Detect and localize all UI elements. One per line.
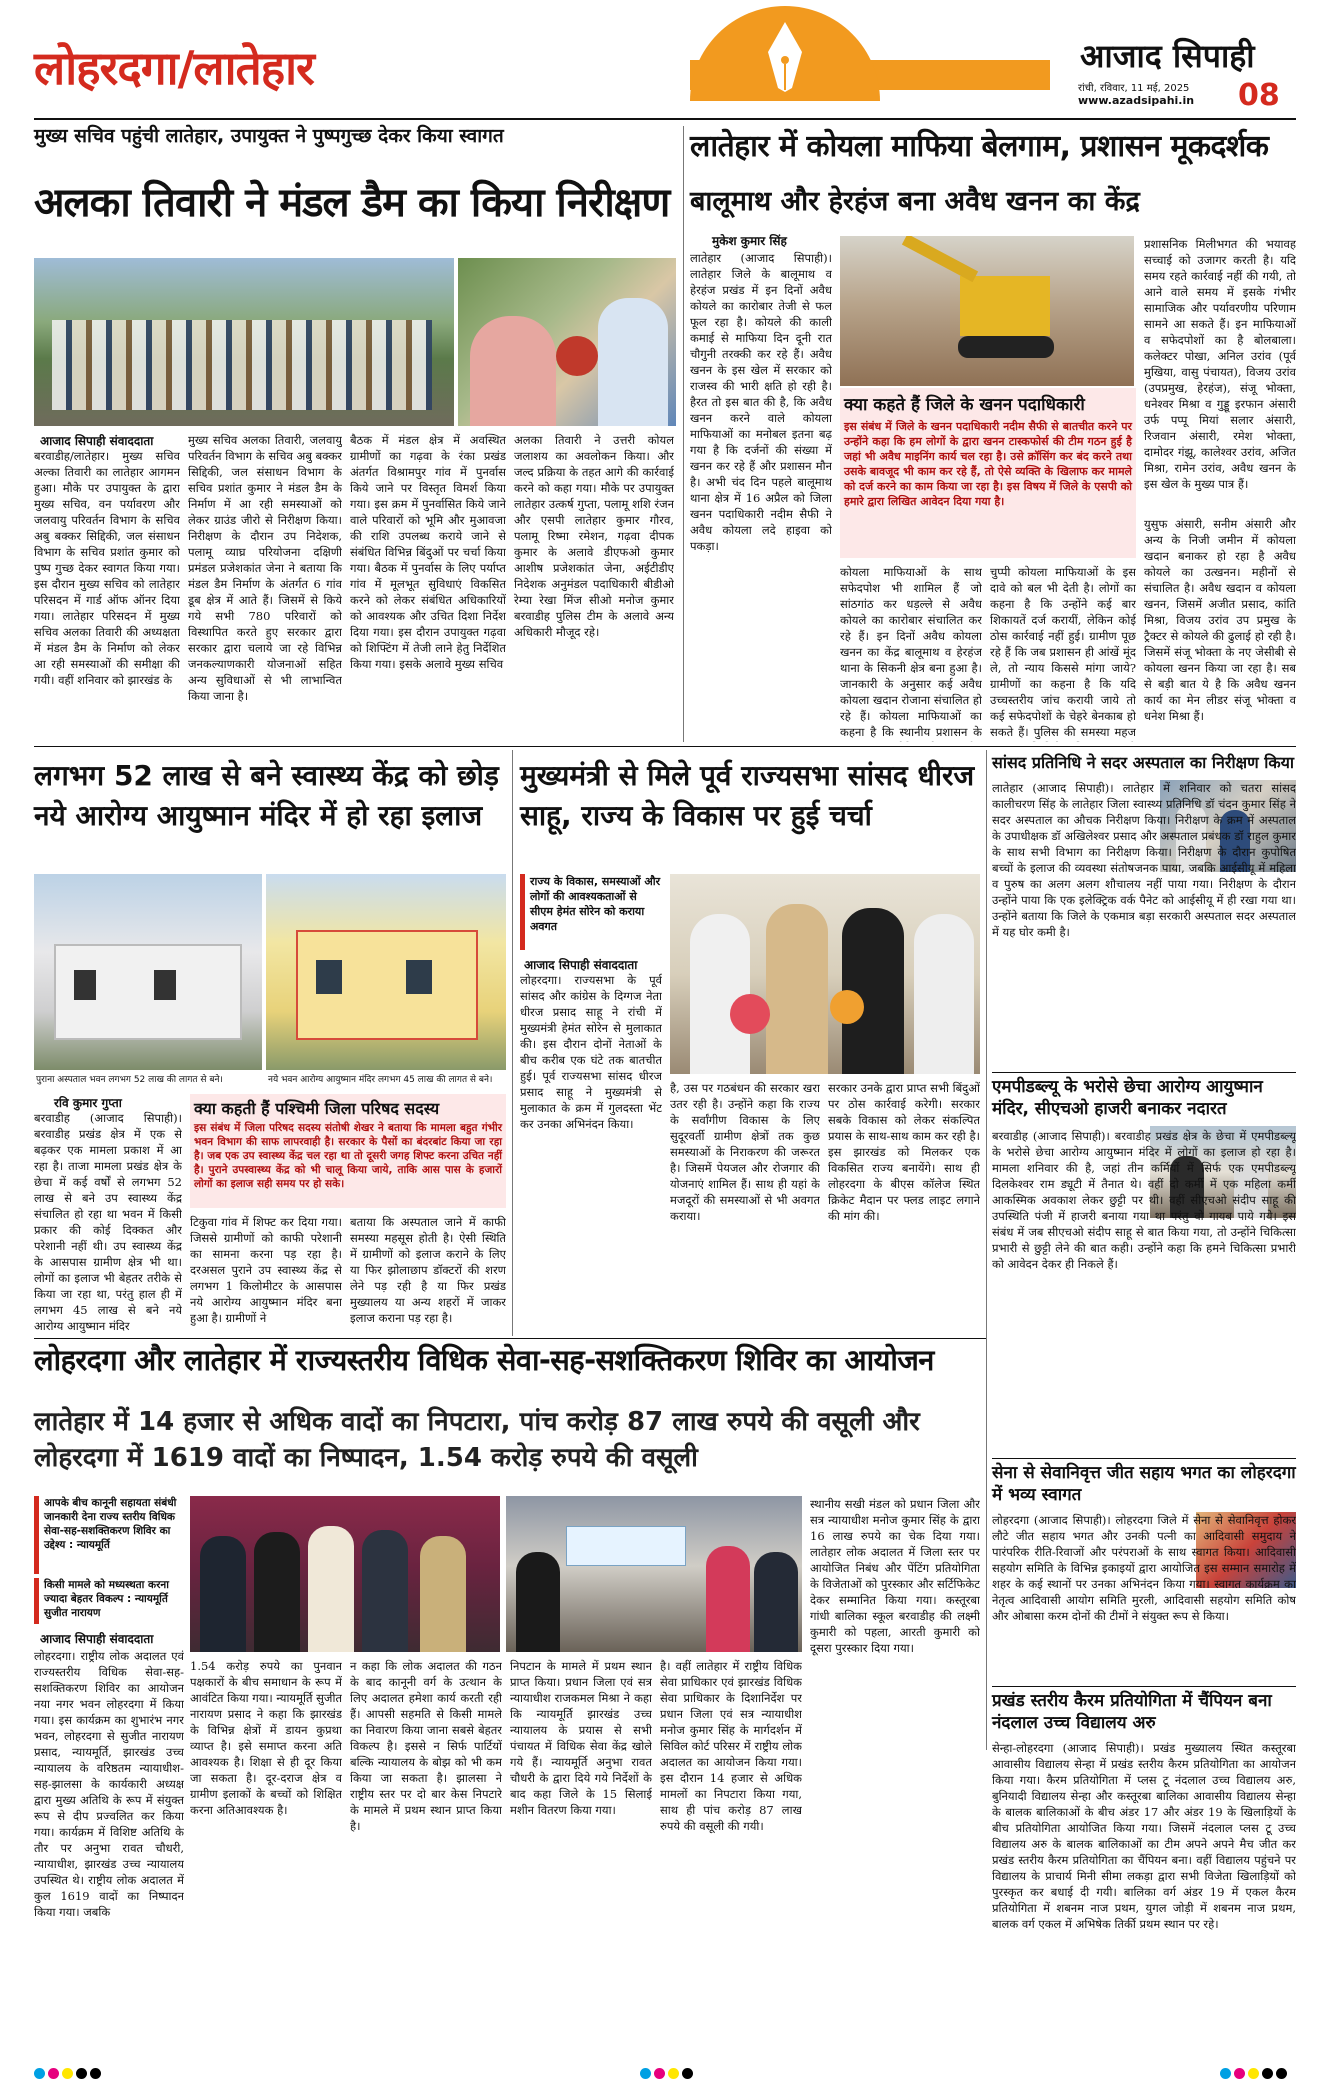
story3-box-title: क्या कहती हैं पश्चिमी जिला परिषद सदस्य	[194, 1099, 440, 1118]
dot	[1248, 2068, 1259, 2079]
story1-kicker: मुख्य सचिव पहुंची लातेहार, उपायुक्त ने पुष्पगुच्छ देकर किया स्वागत	[34, 125, 504, 147]
section-title: लोहरदगा/लातेहार	[34, 41, 314, 95]
dot	[682, 2068, 693, 2079]
dot	[34, 2068, 45, 2079]
story9-col2: 1.54 करोड़ रुपये का पुनवान पक्षकारों के बीच समाधान के रूप में आवंटित किया गया। न्यायमूर्ति सुजीत नारायण प्रसाद ने कहा कि झारखंड के विभिन्न क्षेत्रों में डायन कुप्रथा व्याप्त है। इसे समाप्त करना अति आवश्यक है। शिक्षा से ही दूर किया जा सकता है। दूर-दराज क्षेत्र व ग्रामीण इलाकों के बच्चों को शिक्षित करना अतिआवश्यक है।	[190, 1659, 342, 1817]
story9-col4: निपटान के मामले में प्रथम स्थान प्राप्त किया। प्रधान जिला एवं सत्र न्यायाधीश राजकमल मिश्रा ने कहा कि न्यायमूर्ति झारखंड उच्च न्यायालय के प्रयास से सभी पंचायत में विधिक सेवा केंद्र खोले गये हैं। न्यायमूर्ति अनुभा रावत चौधरी के द्वारा दिये गये निर्देशों के बाद कहा जिले के 15 सिलाई मशीन वितरण किया गया।	[510, 1659, 652, 1817]
dot	[1276, 2068, 1287, 2079]
story2-col1: लातेहार (आजाद सिपाही)। लातेहार जिले के बालूमाथ व हेरहंज प्रखंड में इन दिनों अवैध कोयले का कारोबार तेजी से फल फूल रहा है। कोयले की काली कमाई से माफिया दिन दूनी रात चौगुनी तरक्की कर रहे हैं। अवैध खनन के इस खेल में सरकार को राजस्व की भारी क्षति हो रही है। हैरत तो इस बात की है, कि अवैध खनन करने वाले कोयला माफियाओं का मनोबल इतना बढ़ गया है कि दर्जनों की संख्या में खनन कर रहे हैं और प्रशासन मौन है। अभी चंद दिन पहले बालूमाथ थाना क्षेत्र में 16 अप्रैल को जिला खनन पदाधिकारी नदीम सैफी ने अवैध कोयला लदे हाइवा को पकड़ा।	[690, 251, 832, 553]
story6-headline: एमपीडब्ल्यू के भरोसे छेचा आरोग्य आयुष्मान मंदिर, सीएचओ हाजरी बनाकर नदारत	[992, 1077, 1263, 1119]
dot	[48, 2068, 59, 2079]
story8-headline: प्रखंड स्तरीय कैरम प्रतियोगिता में चैंपियन बना नंदलाल उच्च विद्यालय अरु	[992, 1691, 1272, 1733]
story1-headline: अलका तिवारी ने मंडल डैम का किया निरीक्षण	[34, 180, 670, 226]
dot	[640, 2068, 651, 2079]
page-number: 08	[1238, 78, 1280, 113]
story7-headline: सेना से सेवानिवृत्त जीत सहाय भगत का लोहरदगा में भव्य स्वागत	[992, 1463, 1296, 1505]
pen-nib-icon	[740, 18, 830, 96]
story9-pullquote1: आपके बीच कानूनी सहायता संबंधी जानकारी देना राज्य स्तरीय विधिक सेवा-सह-सशक्तिकरण शिविर का उद्देश्य : न्यायमूर्ति	[34, 1496, 184, 1574]
story2-col3: चुप्पी कोयला माफियाओं के इस दावे को बल भी देती है। लोगों का कहना है कि उन्होंने कई बार शिकायतें दर्ज करायीं, लेकिन कोई ठोस कार्रवाई नहीं हुई। ग्रामीण पूछ रहे हैं कि जब प्रशासन ही आंखें मूंद ले, तो न्याय किससे मांगा जाये? ग्रामीणों का कहना है कि यदि उच्चस्तरीय जांच करायी जाये तो कई सफेदपोशों के चेहरे बेनकाब हो सकते हैं। पुलिस की समस्या महज	[990, 565, 1136, 739]
date-line: रांची, रविवार, 11 मई, 2025	[1078, 83, 1190, 94]
story5-text: लातेहार (आजाद सिपाही)। लातेहार में शनिवार को चतरा सांसद कालीचरण सिंह के लातेहार जिला स्वास्थ्य प्रतिनिधि डॉ चंदन कुमार सिंह ने सदर अस्पताल का औचक निरीक्षण किया। निरीक्षण के क्रम में अस्पताल के उपाधीक्षक डॉ अखिलेश्वर प्रसाद और अस्पताल प्रबंधक डॉ राहुल कुमार के साथ सभी विभाग का निरीक्षण किया। निरीक्षण के दौरान कुपोषित बच्चों के इलाज की व्यवस्था संतोषजनक पाया, जबकि आईसीयू में महिला व पुरुष का अलग अलग शौचालय नहीं पाया गया। निरीक्षण के दौरान उन्होंने पाया कि एक इलेक्ट्रिक वर्क पैनेट को आईसीयू में ही रखा गया था। उन्होंने बताया कि जिले के एकमात्र बड़ा सरकारी अस्पताल सदर अस्पताल में यह घोर कमी है।	[992, 781, 1296, 939]
story9-col1: लोहरदगा। राष्ट्रीय लोक अदालत एवं राज्यस्तरीय विधिक सेवा-सह-सशक्तिकरण शिविर का आयोजन नया नगर भवन लोहरदगा में किया गया। इस कार्यक्रम का शुभारंभ नगर भवन, लोहरदगा से सुजीत नारायण प्रसाद, न्यायमूर्ति, झारखंड उच्च न्यायालय के वरिष्ठतम न्यायाधीश-सह-झालसा के कार्यकारी अध्यक्ष द्वारा मुख्य अतिथि के रूप में संयुक्त रूप से दीप प्रज्वलित कर किया गया। कार्यक्रम में विशिष्ट अतिथि के तौर पर अनुभा रावत चौधरी, न्यायाधीश, झारखंड उच्च न्यायालय उपस्थित थे। राष्ट्रीय लोक अदालत में कुल 1619 वादों का निष्पादन किया गया। जबकि	[34, 1649, 184, 1919]
story4-headline: मुख्यमंत्री से मिले पूर्व राज्यसभा सांसद धीरज साहू, राज्य के विकास पर हुई चर्चा	[520, 759, 975, 832]
dot	[76, 2068, 87, 2079]
story9-byline: आजाद सिपाही संवाददाता	[40, 1632, 154, 1646]
story2-subhead: बालूमाथ और हेरहंज बना अवैध खनन का केंद्र	[690, 186, 1140, 217]
story3-zp-box	[190, 1094, 506, 1208]
story2-box-title: क्या कहते हैं जिले के खनन पदाधिकारी	[844, 395, 1085, 415]
dot	[668, 2068, 679, 2079]
dot	[654, 2068, 665, 2079]
story3-byline: रवि कुमार गुप्ता	[54, 1096, 122, 1110]
registration-dots-mid	[640, 2064, 696, 2083]
story4-col3: सरकार उनके द्वारा प्राप्त सभी बिंदुओं पर ठोस कार्रवाई करेगी। सरकार सबके विकास को लेकर संकल्पित प्रयास के साथ-साथ काम कर रही है। इस झारखंड को मिलकर एक विकसित राज्य बनायेंगे। साथ ही लोहरदगा के बीएस कॉलेज स्थित क्रिकेट मैदान पर फ्लड लाइट लगाने की मांग की।	[828, 1081, 980, 1223]
story2-col2: कोयला माफियाओं के साथ सफेदपोश भी शामिल हैं जो सांठगांठ कर धड़ल्ले से अवैध कोयले का कारोबार संचालित कर रहे हैं। इन दिनों अवैध कोयला खनन का केंद्र बालूमाथ व हेरहंज थाना के सिकनी क्षेत्र बना हुआ है। जानकारी के अनुसार कई अवैध कोयला खदान रोजाना संचालित हो रहे हैं। कोयला माफियाओं का कहना है कि स्थानीय प्रशासन के	[840, 565, 982, 739]
registration-dots-right	[1220, 2064, 1290, 2083]
registration-dots-left	[34, 2064, 104, 2083]
story3-photo-new-building	[266, 874, 506, 1070]
story3-caption-old: पुराना अस्पताल भवन लगभग 52 लाख की लागत से बने।	[36, 1075, 223, 1085]
story4-pullquote	[520, 874, 662, 950]
dot	[1262, 2068, 1273, 2079]
masthead	[0, 0, 1325, 118]
story2-box-text: इस संबंध में जिले के खनन पदाधिकारी नदीम सैफी से बातचीत करने पर उन्होंने कहा कि हम लोगों के द्वारा खनन टास्कफोर्स की टीम गठन हुई है जहां भी अवैध माइनिंग कार्य चल रहा है। उसे क्रॉसिंग कर बंद करने तथा उसके बावजूद भी काम कर रहे हैं, तो ऐसे व्यक्ति के खिलाफ कर मामले को दर्ज करने का काम किया जा रहा है। इस विषय में जिले के एसपी को हमारे द्वारा लिखित आवेदन दिया गया है।	[844, 420, 1132, 508]
story1-photo-group	[34, 258, 454, 426]
story9-col5: है। वहीं लातेहार में राष्ट्रीय विधिक सेवा प्राधिकार एवं झारखंड विधिक सेवा प्राधिकार के दिशानिर्देश पर प्रधान जिला एवं सत्र न्यायाधीश मनोज कुमार सिंह के मार्गदर्शन में सिविल कोर्ट परिसर में राष्ट्रीय लोक अदालत का आयोजन किया गया। इस दौरान 14 हजार से अधिक मामलों का निपटारा किया गया, साथ ही पांच करोड़ 87 लाख रुपये की वसूली की गयी।	[660, 1659, 802, 1833]
dot	[1234, 2068, 1245, 2079]
story2-col4b: युसुफ अंसारी, सनीम अंसारी और अन्य के निजी जमीन में कोयला खदान बनाकर हो रहा है अवैध कोयले का उत्खनन। महीनों से संचालित है। अवैध खदान व कोयला खनन, जिसमें अजीत प्रसाद, कांति मिश्रा, विजय उरांव उप प्रमुख के ट्रैक्टर से कोयले की ढुलाई हो रही है। जिसमें संजू भोक्ता के नए जेसीबी से कोयला खनन किया जा रहा है। सब से बड़ी बात ये है कि अवैध खनन कार्य का मेन लीडर संजू भोक्ता व धनेश मिश्रा हैं।	[1144, 517, 1296, 723]
story1-col2: मुख्य सचिव अलका तिवारी, जलवायु परिवर्तन विभाग के सचिव अबु बक्कर सिद्दिकी, जल संसाधन विभाग के सचिव प्रशांत कुमार ने मंडल डैम के निर्माण में आ रही समस्याओं को लेकर ग्राउंड जीरो से निरीक्षण किया। निरीक्षण के दौरान उप निदेशक, पलामू व्याघ्र परियोजना दक्षिणी प्रमंडल प्रजेशकांत जेना ने बताया कि मंडल डैम निर्माण के अंतर्गत 6 गांव डूब क्षेत्र में आते हैं। जिसमें से किये गये सभी 780 परिवारों को विस्थापित करते हुए सरकार द्वारा सरकार द्वारा चलाये जा रहे विभिन्न जनकल्याणकारी योजनाओं सहित अन्य सुविधाओं से भी लाभान्वित किया जाना है।	[188, 433, 342, 703]
story8-text: सेन्हा-लोहरदगा (आजाद सिपाही)। प्रखंड मुख्यालय स्थित कस्तूरबा आवासीय विद्यालय सेन्हा में प्रखंड स्तरीय कैरम प्रतियोगिता का आयोजन किया गया। कैरम प्रतियोगिता में प्लस टू नंदलाल उच्च विद्यालय अरु, बुनियादी विद्यालय सेन्हा और कस्तूरबा बालिका आवासीय विद्यालय सेन्हा के बालक बालिकाओं के बीच अंडर 17 और अंडर 19 के खिलाड़ियों के बीच प्रतियोगिता आयोजित किया गया। जिसमें नंदलाल प्लस टू उच्च विद्यालय अरु के बालक बालिकाओं का टीम अपने अपने मैच जीत कर प्रखंड स्तरीय कैरम प्रतियोगिता का चैंपियन बना। वहीं विद्यालय पहुंचने पर विद्यालय के प्राचार्य मिनी सीमा लकड़ा द्वारा सभी विजेता खिलाड़ियों को पुरस्कृत कर बधाई दी गयी। बालिका वर्ग अंडर 19 में एकल कैरम प्रतियोगिता में शबनम नाज प्रथम, युगल जोड़ी में शबनम नाज प्रथम, बालक वर्ग एकल में अभिषेक तिर्की प्रथम स्थान पर रहे।	[992, 1741, 1296, 1931]
header-rule	[34, 118, 1296, 120]
story2-mining-box	[840, 388, 1136, 558]
story1-photo-bouquet	[458, 258, 676, 426]
story9-pullquote2: किसी मामले को मध्यस्थता करना ज्यादा बेहतर विकल्प : न्यायमूर्ति सुजीत नारायण	[34, 1578, 184, 1624]
story4-byline: आजाद सिपाही संवाददाता	[524, 958, 638, 972]
story1-col3: बैठक में मंडल क्षेत्र में अवस्थित ग्रामीणों का गढ़वा के रंका प्रखंड अंतर्गत विश्रामपुर गांव में पुनर्वास किये जाने पर विस्तृत विमर्श किया गया। इस क्रम में पुनर्वासित किये जाने वाले परिवारों को भूमि और मुआवजा की राशि उपलब्ध कराये जाने से संबंधित विभिन्न बिंदुओं पर चर्चा किया गया। बैठक में पुनर्वास के लिए पर्याप्त गांव में मूलभूत सुविधाएं विकसित करने को लेकर संबंधित अधिकारियों को आवश्यक और उचित दिशा निर्देश दिया गया। इस दौरान उपायुक्त गढ़वा को शिफ्टिंग में तेजी लाने हेतु निर्देशित किया गया। इसके अलावे मुख्य सचिव	[350, 433, 506, 671]
story9-photo1	[190, 1496, 500, 1652]
story1-byline: आजाद सिपाही संवाददाता	[40, 434, 154, 448]
story2-photo-excavator	[840, 236, 1134, 386]
story2-headline: लातेहार में कोयला माफिया बेलगाम, प्रशासन मूकदर्शक	[690, 129, 1269, 164]
story3-caption-new: नये भवन आरोग्य आयुष्मान मंदिर लगभग 45 लाख की लागत से बने।	[268, 1075, 493, 1085]
story3-box-text: इस संबंध में जिला परिषद सदस्य संतोषी शेखर ने बताया कि मामला बहुत गंभीर भवन विभाग की साफ लापरवाही है। सरकार के पैसों का बंदरबांट किया जा रहा है। जब एक उप स्वास्थ्य केंद्र चल रहा था तो दूसरी जगह शिफ्ट करना उचित नहीं है। पुराने उपस्वास्थ्य केंद्र को भी चालू किया जाये, ताकि आस पास के हजारों लोगों का इलाज सही समय पर हो सके।	[194, 1122, 502, 1190]
paper-name: आजाद सिपाही	[1080, 37, 1255, 75]
dot	[1220, 2068, 1231, 2079]
story6-text: बरवाडीह (आजाद सिपाही)। बरवाडीह प्रखंड क्षेत्र के छेचा में एमपीडब्ल्यू के भरोसे छेचा आरोग्य आयुष्मान मंदिर में लोगों का इलाज हो रहा है। मामला शनिवार की है, जहां तीन कर्मियों में सिर्फ एक एमपीडब्ल्यू दिलकेश्वर राम ड्यूटी में तैनात थे। वहीं दो कर्मी में एक महिला कर्मी आकस्मिक अवकाश लेकर छुट्टी पर थी। वहीं सीएचओ संदीप साहू की उपस्थिति पंजी में हाजरी बनाया गया था परंतु वो गायब पाये गये। इस संबंध में जब सीएचओ संदीप साहू से बात किया गया, तो उन्होंने चिकित्सा प्रभारी से छुट्टी लेने की बात कही। उन्होंने कहा कि हमने चिकित्सा प्रभारी को आवेदन देकर ही निकले हैं।	[992, 1129, 1296, 1271]
story3-col1: बरवाडीह (आजाद सिपाही)। बरवाडीह प्रखंड क्षेत्र में एक से बढ़कर एक मामला प्रकाश में आ रहा है। ताजा मामला प्रखंड क्षेत्र के छेचा में कई वर्षों से लगभग 52 लाख से बने उप स्वास्थ्य केंद्र संचालित हो रहा था भवन में किसी प्रकार की कोई दिक्कत और परेशानी नहीं थी। उप स्वास्थ्य केंद्र के आसपास ग्रामीण क्षेत्र भी था। लोगों का इलाज भी बेहतर तरीके से किया जा रहा था, परंतु हाल ही में लगभग 45 लाख से बने नये आरोग्य आयुष्मान मंदिर	[34, 1111, 182, 1333]
story5-headline: सांसद प्रतिनिधि ने सदर अस्पताल का निरीक्षण किया	[992, 753, 1295, 772]
story2-byline: मुकेश कुमार सिंह	[712, 234, 787, 248]
story2-col4: प्रशासनिक मिलीभगत की भयावह सच्चाई को उजागर करती है। यदि समय रहते कार्रवाई नहीं की गयी, तो आने वाले समय में इसके गंभीर सामाजिक और पर्यावरणीय परिणाम सामने आ सकते हैं। इन माफियाओं व सफेदपोशों का है बोलबाला। कलेक्टर पोखा, अनिल उरांव (पूर्व मुखिया, वासु पंचायत), विजय उरांव (उपप्रमुख, हेरहंज), संजू भोक्ता, धनेश्वर मिश्रा व गुड्डू इरफान अंसारी उर्फ पप्पू मियां सलार अंसारी, रिजवान अंसारी, रमेश भोक्ता, दामोदर गंझू, कालेश्वर उरांव, अजित मिश्रा, रामेन उरांव, अवैध खनन के इस खेल के मुख्य पात्र हैं।	[1144, 237, 1296, 491]
dot	[90, 2068, 101, 2079]
story4-col2: है, उस पर गठबंधन की सरकार खरा उतर रही है। उन्होंने कहा कि राज्य के सर्वांगीण विकास के लिए सुदूरवर्ती ग्रामीण क्षेत्रों तक कुछ समस्याओं के निराकरण की जरूरत है। जिसमें पेयजल और रोजगार की योजनाएं शामिल हैं। साथ ही यहां के मजदूरों की समस्याओं से भी अवगत कराया।	[670, 1081, 820, 1223]
story7-text: लोहरदगा (आजाद सिपाही)। लोहरदगा जिले में सेना से सेवानिवृत्त होकर लौटे जीत सहाय भगत और उनकी पत्नी का आदिवासी समुदाय ने पारंपरिक रीति-रिवाजों और परंपराओं के साथ स्वागत किया। आदिवासी सहयोग समिति के विभिन्न इकाइयों द्वारा आयोजित इस सम्मान समारोह में शहर के कई स्थानों पर उनका अभिनंदन किया गया। स्वागत कार्यक्रम का नेतृत्व आदिवासी आयोग समिति मुरली, आदिवासी सहयोग समिति कोष और ओबासा करम दोनों की टीमों ने संयुक्त रूप से किया।	[992, 1513, 1296, 1623]
story9-col3: न कहा कि लोक अदालत की गठन के बाद कानूनी वर्ग के उत्थान के लिए अदालत हमेशा कार्य करती रही हैं। आपसी सहमति से किसी मामले का निवारण किया जाना सबसे बेहतर विकल्प है। इससे न सिर्फ पार्टियों बल्कि न्यायालय के बोझ को भी कम किया जा सकता है। झालसा ने राष्ट्रीय स्तर पर दो बार केस निपटारे के मामले में प्रथम स्थान प्राप्त किया है।	[350, 1659, 502, 1833]
dot	[62, 2068, 73, 2079]
story4-col1: लोहरदगा। राज्यसभा के पूर्व सांसद और कांग्रेस के दिग्गज नेता धीरज प्रसाद साहू ने रांची में मुख्यमंत्री हेमंत सोरेन से मुलाकात की। इस दौरान दोनों नेताओं के बीच करीब एक घंटे तक बातचीत हुई। पूर्व राज्यसभा सांसद धीरज प्रसाद साहू ने मुख्यमंत्री से मुलाकात के क्रम में गुलदस्ता भेंट कर उनका अभिनंदन किया।	[520, 973, 662, 1131]
story9-col6: स्थानीय सखी मंडल को प्रधान जिला और सत्र न्यायाधीश मनोज कुमार सिंह के द्वारा 16 लाख रुपये का चेक दिया गया। लातेहार लोक अदालत में जिला स्तर पर आयोजित निबंध और पेंटिंग प्रतियोगिता के विजेताओं को पुरस्कार और सर्टिफिकेट देकर सम्मानित किया गया। कस्तूरबा गांधी बालिका स्कूल बरवाडीह की लक्ष्मी कुमारी को पहला, आरती कुमारी को दूसरा पुरस्कार दिया गया।	[810, 1497, 980, 1655]
story3-photo-old-building	[34, 874, 262, 1070]
story9-headline: लोहरदगा और लातेहार में राज्यस्तरीय विधिक सेवा-सह-सशक्तिकरण शिविर का आयोजन	[34, 1343, 934, 1377]
story3-headline: लगभग 52 लाख से बने स्वास्थ्य केंद्र को छोड़ नये आरोग्य आयुष्मान मंदिर में हो रहा इलाज	[34, 759, 499, 832]
story9-subhead: लातेहार में 14 हजार से अधिक वादों का निपटारा, पांच करोड़ 87 लाख रुपये की वसूली और लोहरदगा में 1619 वादों का निष्पादन, 1.54 करोड़ रुपये की वसूली	[34, 1407, 920, 1473]
story3-col2: टिकुवा गांव में शिफ्ट कर दिया गया। जिससे ग्रामीणों को काफी परेशानी का सामना करना पड़ रहा है। दरअसल पुराने उप स्वास्थ्य केंद्र से लगभग 1 किलोमीटर के आसपास नये आरोग्य आयुष्मान मंदिर बना हुआ है। ग्रामीणों ने	[190, 1215, 342, 1325]
story3-col3: बताया कि अस्पताल जाने में काफी समस्या महसूस होती है। ऐसी स्थिति में ग्रामीणों को इलाज कराने के लिए या फिर झोलाछाप डॉक्टरों की शरण लेने पड़ रही है या फिर प्रखंड मुख्यालय या अन्य शहरों में जाकर इलाज कराना पड़ रहा है।	[350, 1215, 506, 1325]
story4-pullquote-text: राज्य के विकास, समस्याओं और लोगों की आवश्यकताओं से सीएम हेमंत सोरेन को कराया अवगत	[530, 875, 661, 933]
story9-photo2	[506, 1496, 802, 1652]
website: www.azadsipahi.in	[1078, 94, 1195, 107]
story1-col4: अलका तिवारी ने उत्तरी कोयल जलाशय का अवलोकन किया। और जल्द प्रक्रिया के तहत आगे की कार्रवाई करने को कहा गया। मौके पर उपायुक्त लातेहार उत्कर्ष गुप्ता, पलामू शशि रंजन और एसपी लातेहार कुमार गौरव, पलामू रिष्मा रमेशन, गढ़वा दीपक कुमार के अलावे डीएफओ कुमार आशीष प्रजेशकांत जेना, अईटीडीए निदेशक अनुमंडल पदाधिकारी बीडीओ रेम्या रेखा मिंज सीओ मनोज कुमार बरवाडीह पुलिस टीम के अलावे अन्य अधिकारी मौजूद रहे।	[514, 433, 674, 639]
story4-photo-meeting	[670, 874, 980, 1074]
story1-col1: बरवाडीह/लातेहार। मुख्य सचिव अल्का तिवारी का लातेहार आगमन हुआ। मौके पर उपायुक्त के द्वारा मुख्य सचिव, वन पर्यावरण और जलवायु परिवर्तन विभाग के सचिव अबु बक्कर सिद्दिकी, जल संसाधन विभाग के सचिव प्रशांत कुमार को पुष्प गुच्छ देकर स्वागत किया गया। इस दौरान मुख्य सचिव को लातेहार परिसदन में गार्ड ऑफ ऑनर दिया गया। लातेहार परिसदन में मुख्य सचिव अलका तिवारी की अध्यक्षता में मंडल डैम के निर्माण को लेकर आ रही समस्याओं की समीक्षा की गयी। वहीं शनिवार को झारखंड के	[34, 449, 180, 687]
